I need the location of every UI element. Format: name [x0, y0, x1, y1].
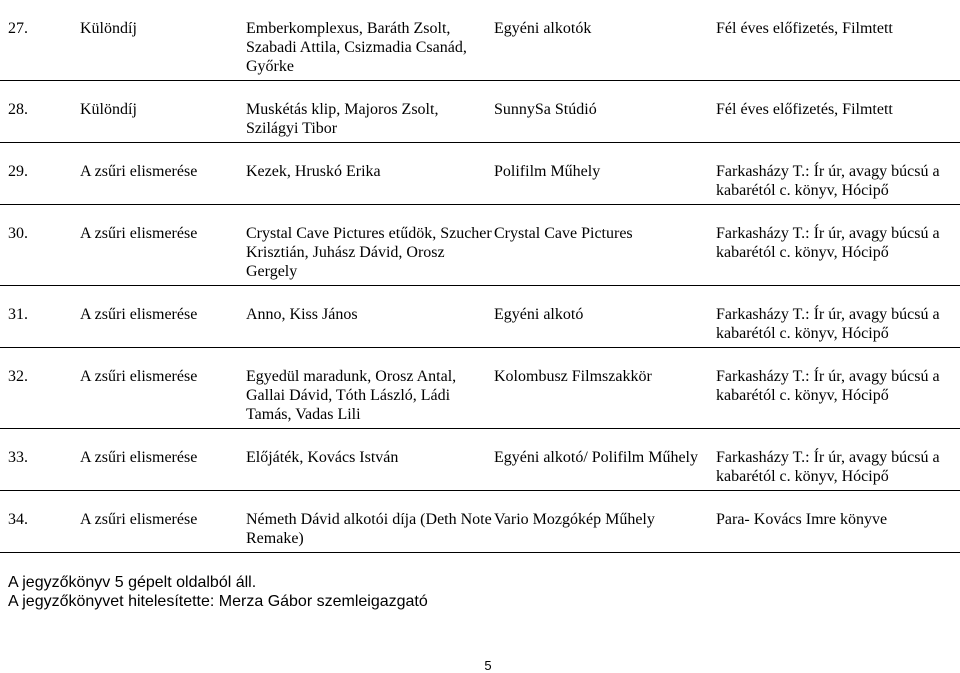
table-row: [0, 143, 960, 205]
cell-film: Muskétás klip, Majoros Zsolt, Szilágyi Tibor: [246, 81, 494, 143]
cell-category: A zsűri elismerése: [80, 205, 246, 286]
cell-prize: Fél éves előfizetés, Filmtett: [716, 0, 960, 81]
cell-number: 28.: [0, 81, 80, 143]
cell-category: A zsűri elismerése: [80, 491, 246, 553]
footer-notes: [8, 573, 428, 611]
cell-prize: Farkasházy T.: Ír úr, avagy búcsú a kabarétól c. könyv, Hócipő: [716, 429, 960, 491]
cell-category: A zsűri elismerése: [80, 143, 246, 205]
cell-studio: Kolombusz Filmszakkör: [494, 348, 716, 429]
cell-prize: Farkasházy T.: Ír úr, avagy búcsú a kabarétól c. könyv, Hócipő: [716, 348, 960, 429]
cell-film: Egyedül maradunk, Orosz Antal, Gallai Dávid, Tóth László, Ládi Tamás, Vadas Lili: [246, 348, 494, 429]
cell-studio: Crystal Cave Pictures: [494, 205, 716, 286]
cell-prize: Farkasházy T.: Ír úr, avagy búcsú a kabarétól c. könyv, Hócipő: [716, 286, 960, 348]
cell-category: Különdíj: [80, 0, 246, 81]
cell-category: A zsűri elismerése: [80, 348, 246, 429]
footer-line-page-count: A jegyzőkönyv 5 gépelt oldalból áll.: [8, 574, 257, 591]
cell-film: Emberkomplexus, Baráth Zsolt, Szabadi Attila, Csizmadia Csanád, Győrke: [246, 0, 494, 81]
cell-studio: Egyéni alkotó: [494, 286, 716, 348]
cell-prize: Farkasházy T.: Ír úr, avagy búcsú a kabarétól c. könyv, Hócipő: [716, 143, 960, 205]
cell-film: Előjáték, Kovács István: [246, 429, 494, 491]
cell-number: 33.: [0, 429, 80, 491]
page-number: 5: [484, 658, 492, 673]
cell-number: 27.: [0, 0, 80, 81]
cell-number: 31.: [0, 286, 80, 348]
cell-prize: Para- Kovács Imre könyve: [716, 491, 960, 553]
cell-number: 30.: [0, 205, 80, 286]
cell-number: 32.: [0, 348, 80, 429]
table-row: [0, 491, 960, 553]
cell-studio: Polifilm Műhely: [494, 143, 716, 205]
cell-category: A zsűri elismerése: [80, 286, 246, 348]
cell-studio: Egyéni alkotó/ Polifilm Műhely: [494, 429, 716, 491]
table-row: [0, 429, 960, 491]
cell-number: 29.: [0, 143, 80, 205]
cell-prize: Fél éves előfizetés, Filmtett: [716, 81, 960, 143]
cell-category: Különdíj: [80, 81, 246, 143]
table-row: [0, 286, 960, 348]
cell-prize: Farkasházy T.: Ír úr, avagy búcsú a kabarétól c. könyv, Hócipő: [716, 205, 960, 286]
cell-film: Crystal Cave Pictures etűdök, Szucher Krisztián, Juhász Dávid, Orosz Gergely: [246, 205, 494, 286]
table-row: [0, 348, 960, 429]
cell-number: 34.: [0, 491, 80, 553]
table-row: [0, 205, 960, 286]
cell-film: Kezek, Hruskó Erika: [246, 143, 494, 205]
table-row: [0, 81, 960, 143]
cell-studio: SunnySa Stúdió: [494, 81, 716, 143]
cell-studio: Egyéni alkotók: [494, 0, 716, 81]
table-row: [0, 0, 960, 81]
cell-film: Anno, Kiss János: [246, 286, 494, 348]
cell-category: A zsűri elismerése: [80, 429, 246, 491]
cell-film: Németh Dávid alkotói díja (Deth Note Remake): [246, 491, 494, 553]
footer-line-certification: A jegyzőkönyvet hitelesítette: Merza Gábor szemleigazgató: [8, 593, 428, 610]
cell-studio: Vario Mozgókép Műhely: [494, 491, 716, 553]
